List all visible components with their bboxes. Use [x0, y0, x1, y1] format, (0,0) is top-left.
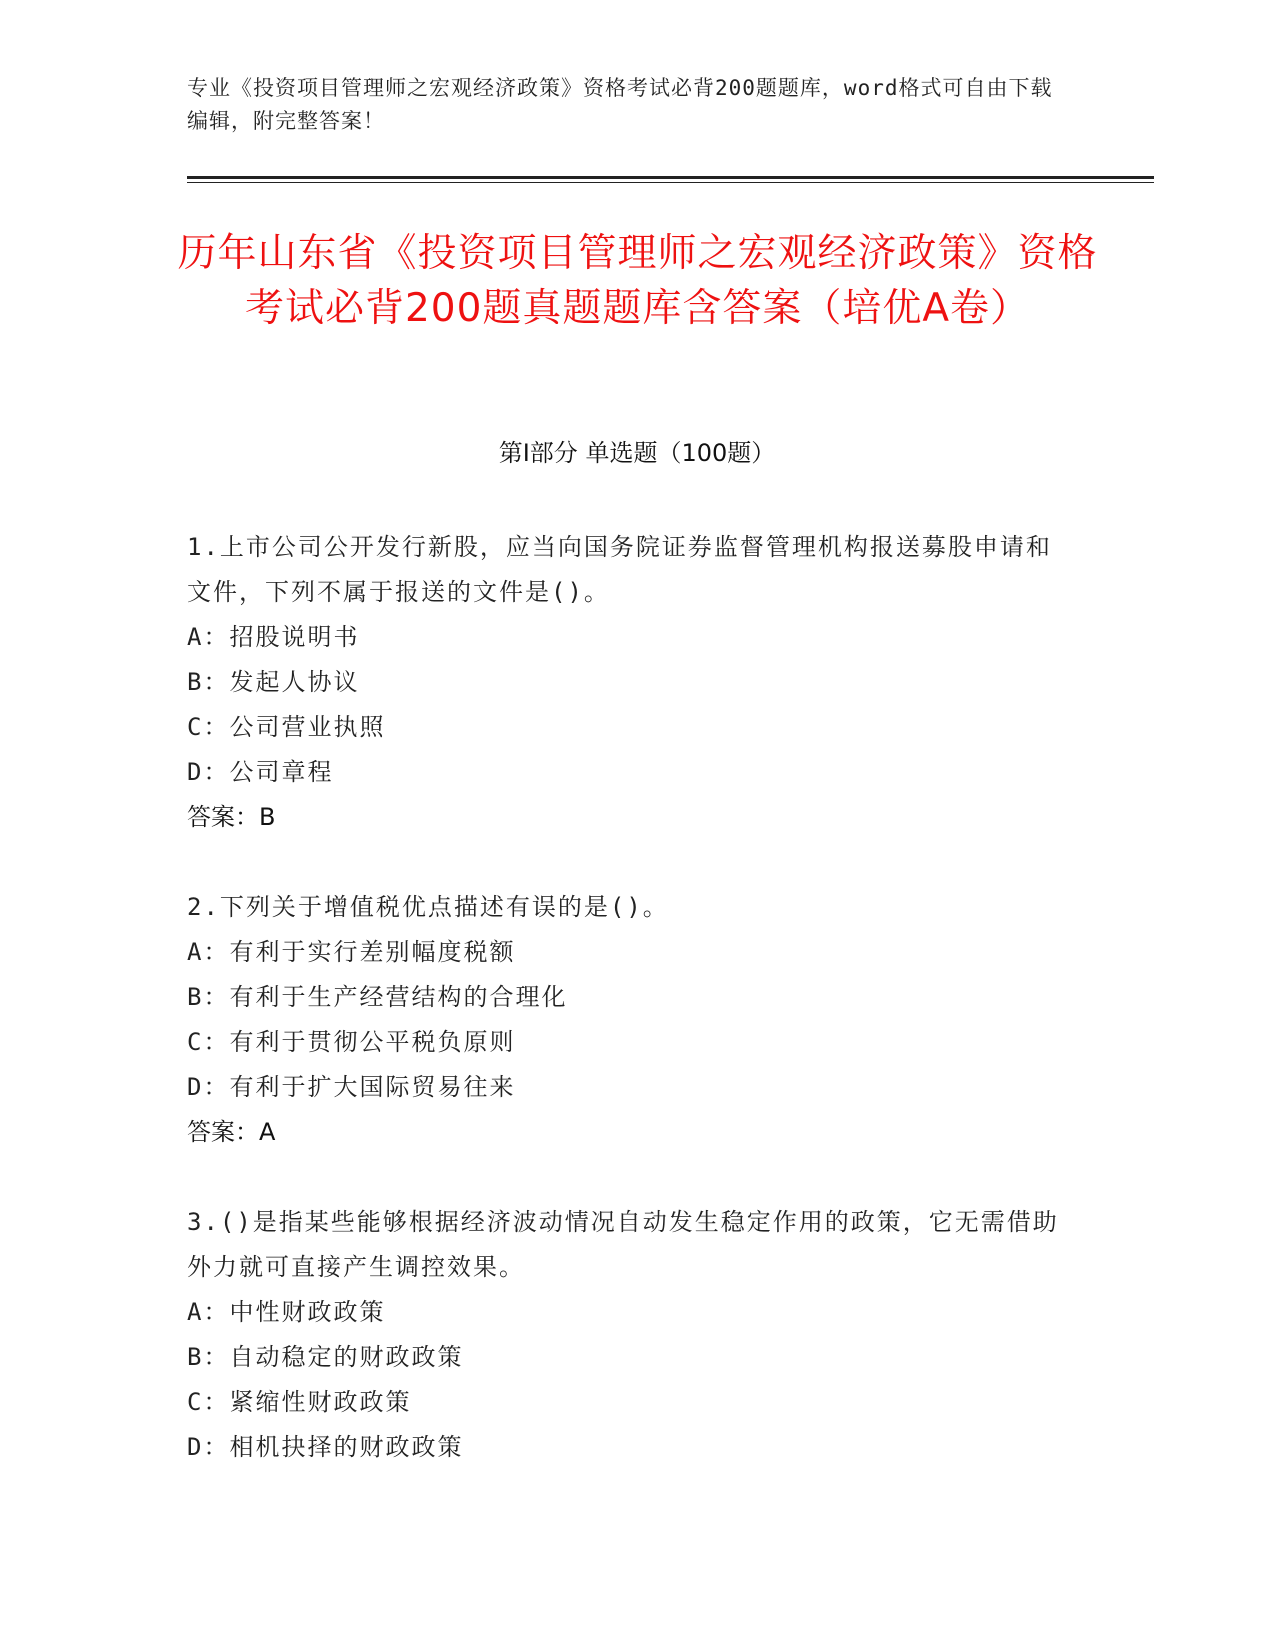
- document-title: 历年山东省《投资项目管理师之宏观经济政策》资格考试必背200题真题题库含答案（培优A卷）: [177, 231, 1098, 331]
- option-a: A：招股说明书: [187, 623, 360, 651]
- header-note: 专业《投资项目管理师之宏观经济政策》资格考试必背200题题库，word格式可自由下载编辑，附完整答案！: [187, 76, 1053, 133]
- option-d: D：有利于扩大国际贸易往来: [187, 1073, 516, 1101]
- section-heading: 第Ⅰ部分 单选题（100题）: [498, 439, 776, 467]
- option-b: B：有利于生产经营结构的合理化: [187, 983, 568, 1011]
- option-b: B：发起人协议: [187, 668, 360, 696]
- option-b: B：自动稳定的财政政策: [187, 1343, 464, 1371]
- question-text: 2.下列关于增值税优点描述有误的是()。: [187, 893, 669, 921]
- question-text: 1.上市公司公开发行新股，应当向国务院证券监督管理机构报送募股申请和文件，下列不属于报送的文件是()。: [187, 533, 1052, 606]
- question-item: [187, 1200, 1067, 1470]
- header-divider-thick: [187, 176, 1154, 179]
- question-text: 3.()是指某些能够根据经济波动情况自动发生稳定作用的政策，它无需借助外力就可直接产生调控效果。: [187, 1208, 1059, 1281]
- question-item: [187, 525, 1067, 840]
- option-a: A：有利于实行差别幅度税额: [187, 938, 516, 966]
- answer-line: 答案：A: [187, 1118, 276, 1146]
- option-c: C：公司营业执照: [187, 713, 386, 741]
- option-c: C：紧缩性财政政策: [187, 1388, 412, 1416]
- option-d: D：相机抉择的财政政策: [187, 1433, 464, 1461]
- header-divider-thin: [187, 182, 1154, 183]
- option-c: C：有利于贯彻公平税负原则: [187, 1028, 516, 1056]
- option-d: D：公司章程: [187, 758, 334, 786]
- answer-line: 答案：B: [187, 803, 276, 831]
- question-item: [187, 885, 1067, 1155]
- option-a: A：中性财政政策: [187, 1298, 386, 1326]
- question-list: [187, 525, 1067, 1470]
